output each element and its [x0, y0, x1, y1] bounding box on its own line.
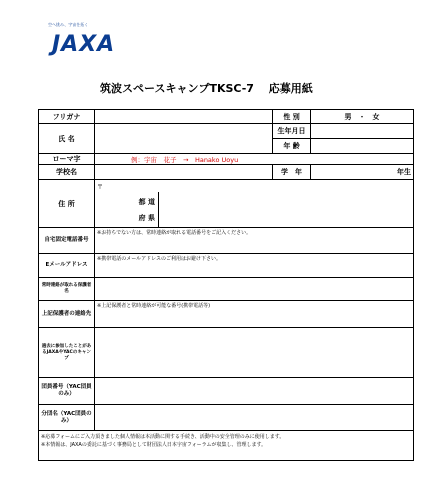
- member-number-field[interactable]: [95, 378, 414, 405]
- guardian-name-label: 常時連絡が取れる保護者名: [39, 278, 95, 301]
- email-note[interactable]: ※携帯電話のメールアドレスのご利用はお避け下さい。: [95, 254, 414, 278]
- address-detail[interactable]: [159, 192, 414, 227]
- past-camp-field[interactable]: [95, 328, 414, 378]
- member-number-label: 団員番号（YAC団員のみ）: [39, 378, 95, 405]
- guardian-name-field[interactable]: [95, 278, 414, 301]
- branch-name-field[interactable]: [95, 405, 414, 431]
- furigana-field[interactable]: [95, 110, 273, 124]
- address-field[interactable]: [95, 180, 414, 228]
- branch-name-label: 分団名（YAC団員のみ）: [39, 405, 95, 431]
- romaji-label: ローマ字: [39, 154, 95, 165]
- home-phone-note[interactable]: ※お持ちでない方は、常時連絡が取れる電話番号をご記入ください。: [95, 228, 414, 254]
- school-field[interactable]: [95, 165, 273, 180]
- romaji-example[interactable]: 例：宇宙 花子 → Hanako Uoyu: [95, 154, 414, 165]
- home-phone-label: 自宅固定電話番号: [39, 228, 95, 254]
- name-label: 氏 名: [39, 124, 95, 154]
- gender-label: 性 別: [273, 110, 311, 124]
- furigana-label: フリガナ: [39, 110, 95, 124]
- address-label: 住 所: [39, 180, 95, 228]
- age-field[interactable]: [311, 139, 414, 154]
- privacy-notice-line-1: ※応募フォームにご入力頂きました個人情報は本活動に関する手続き、活動中の安全管理のみに使用します。: [41, 434, 285, 440]
- logo-tagline: 空へ挑み、宇宙を拓く: [48, 22, 89, 27]
- email-label: Eメールアドレス: [39, 254, 95, 278]
- guardian-contact-note[interactable]: ※上記保護者と常時連絡が可能な番号(携帯電話等): [95, 301, 414, 328]
- grade-suffix[interactable]: 年生: [311, 165, 414, 180]
- form-title: 筑波スペースキャンプTKSC-7 応募用紙: [100, 82, 313, 95]
- application-form: [38, 109, 414, 461]
- postal-mark: 〒: [97, 183, 104, 191]
- birthdate-field[interactable]: [311, 124, 414, 139]
- prefecture-fu-ken: 府 県: [138, 213, 155, 222]
- birthdate-label: 生年月日: [273, 124, 311, 139]
- prefecture-box: [95, 192, 159, 227]
- gender-options[interactable]: 男 ・ 女: [311, 110, 414, 124]
- school-label: 学校名: [39, 165, 95, 180]
- grade-label: 学 年: [273, 165, 311, 180]
- privacy-notice-line-2: ※本情報は、JAXAの委託に基づく事務局として財団法人日本宇宙フォーラムが収集し、管理します。: [41, 442, 267, 448]
- guardian-contact-label: 上記保護者の連絡先: [39, 301, 95, 328]
- name-field[interactable]: [95, 124, 273, 154]
- logo-mark: JAXA: [52, 32, 116, 57]
- past-camp-label: 過去に参加したことがあるJAXAやYACのキャンプ: [39, 328, 95, 378]
- privacy-notice: [39, 431, 414, 461]
- age-label: 年 齢: [273, 139, 311, 154]
- jaxa-logo: [38, 22, 128, 72]
- prefecture-to-do: 都 道: [138, 197, 155, 206]
